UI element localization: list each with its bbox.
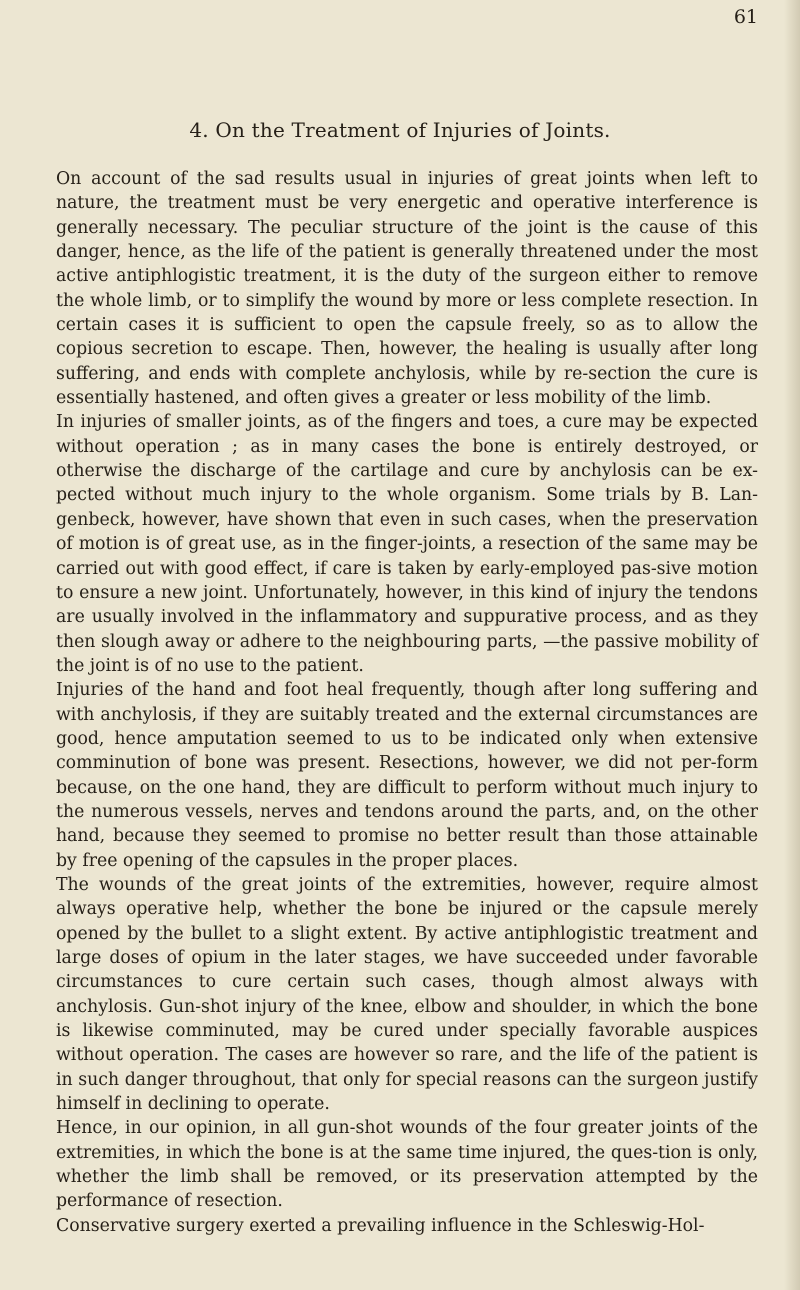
section-heading: 4. On the Treatment of Injuries of Joints. xyxy=(189,118,611,142)
paragraph: The wounds of the great joints of the extremities, however, require almost always operative help, whether the bone be injured or the capsule merely opened by the bullet to a slight extent. By active antiphlogistic treatment and large doses of opium in the later stages, we have succeeded under favorable circumstances to cure certain such cases, though almost always with anchylosis. Gun-shot injury of the knee, elbow and shoulder, in which the bone is likewise comminuted, may be cured under specially favorable auspices without operation. The cases are however so rare, and the life of the patient is in such danger throughout, that only for special reasons can the surgeon justify himself in declining to operate. xyxy=(56,874,758,1115)
page-number: 61 xyxy=(733,6,758,28)
paragraph: Injuries of the hand and foot heal frequently, though after long suffering and with anchylosis, if they are suitably treated and the external circumstances are good, hence amputation seemed to us to be indicated only when extensive comminution of bone was present. Resections, however, we did not per-form because, on the one hand, they are difficult to perform without much injury to the numerous vessels, nerves and tendons around the parts, and, on the other hand, because they seemed to promise no better result than those attainable by free opening of the capsules in the proper places. xyxy=(56,680,758,871)
paragraph: Conservative surgery exerted a prevailing influence in the Schleswig-Hol- xyxy=(56,1215,705,1236)
paragraph: Hence, in our opinion, in all gun-shot wounds of the four greater joints of the extremities, in which the bone is at the same time injured, the ques-tion is only, whether the limb shall be removed, or its preservation attempted by the performance of resection. xyxy=(56,1118,758,1212)
body-text xyxy=(56,167,758,1238)
paragraph: On account of the sad results usual in injuries of great joints when left to nature, the treatment must be very energetic and operative interference is generally necessary. The peculiar structure of the joint is the cause of this danger, hence, as the life of the patient is generally threatened under the most active antiphlogistic treatment, it is the duty of the surgeon either to remove the whole limb, or to simplify the wound by more or less complete resection. In certain cases it is sufficient to open the capsule freely, so as to allow the copious secretion to escape. Then, however, the healing is usually after long suffering, and ends with complete anchylosis, while by re-section the cure is essentially hastened, and often gives a greater or less mobility of the limb. xyxy=(56,169,758,409)
paragraph: In injuries of smaller joints, as of the fingers and toes, a cure may be expected without operation ; as in many cases the bone is entirely destroyed, or otherwise the discharge of the cartilage and cure by anchylosis can be ex-pected without much injury to the whole organism. Some trials by B. Lan-genbeck, however, have shown that even in such cases, when the preservation of motion is of great use, as in the finger-joints, a resection of the same may be carried out with good effect, if care is taken by early-employed pas-sive motion to ensure a new joint. Unfortunately, however, in this kind of injury the tendons are usually involved in the inflammatory and suppurative process, and as they then slough away or adhere to the neighbouring parts, —the passive mobility of the joint is of no use to the patient. xyxy=(56,412,758,676)
page-edge-shadow xyxy=(784,0,800,1290)
